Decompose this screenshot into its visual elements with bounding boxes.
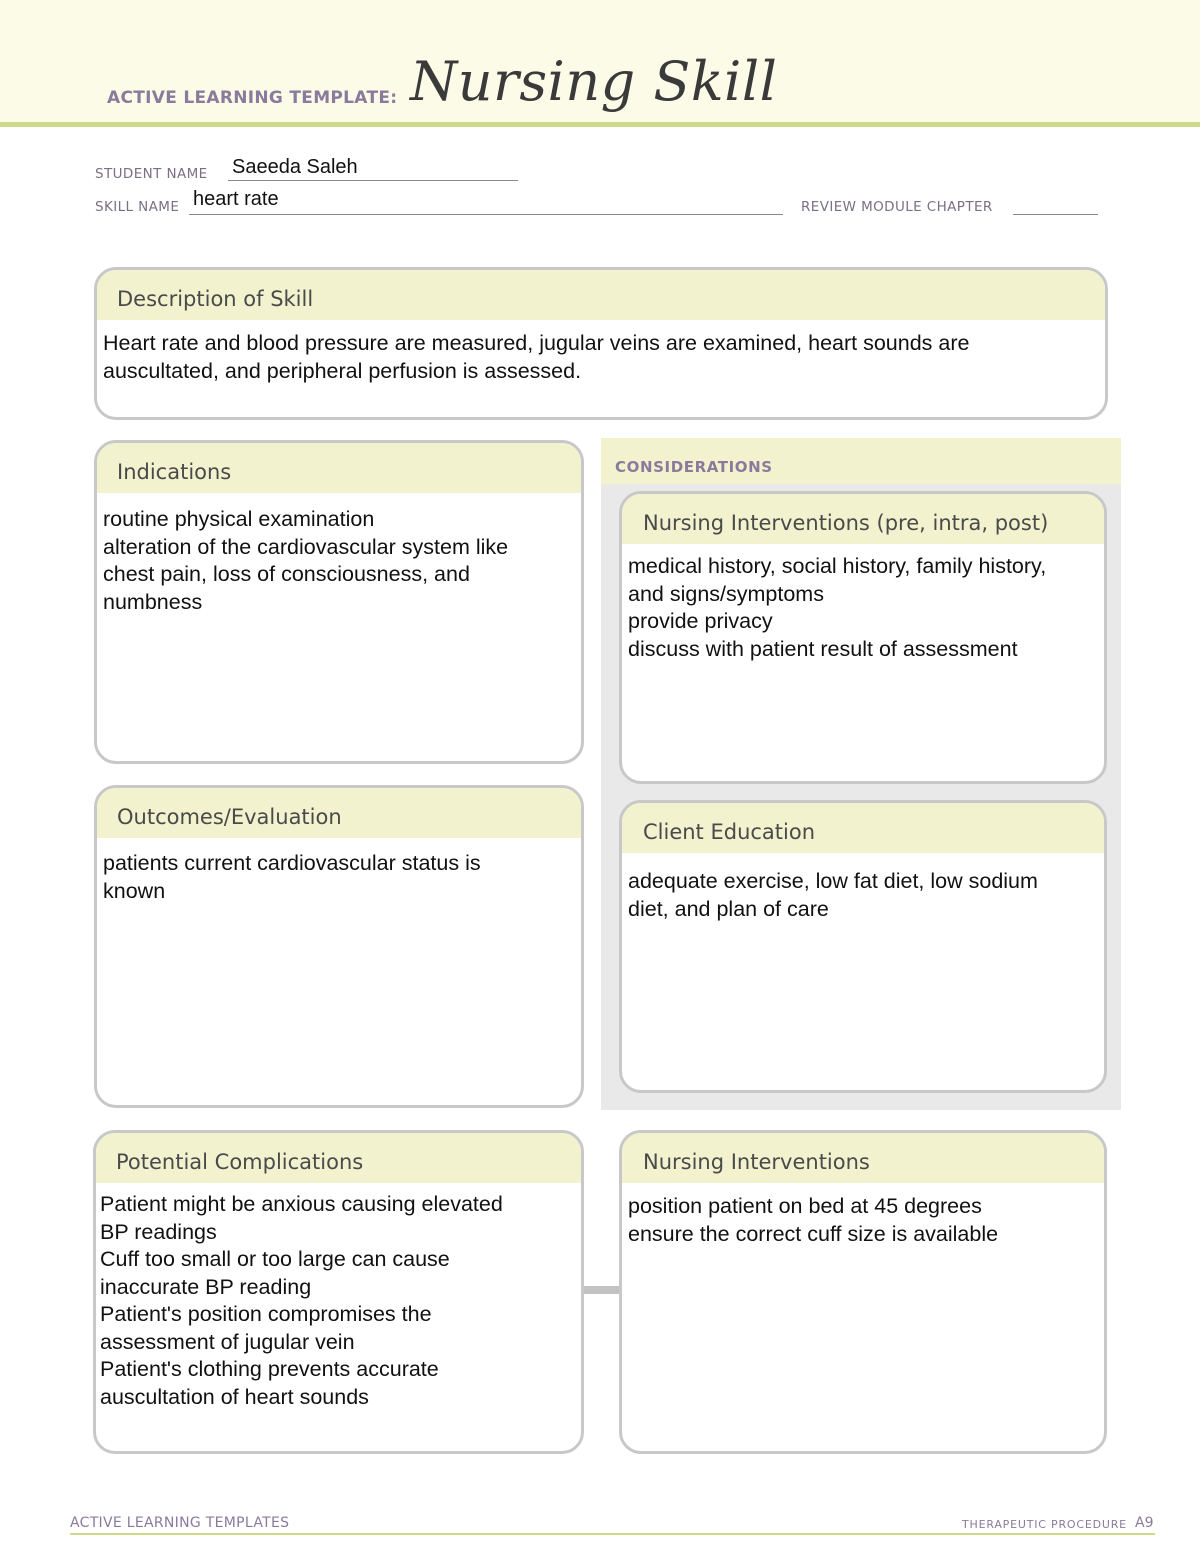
student-name-label: STUDENT NAME [95,166,208,182]
outcomes-box [94,785,584,1108]
text-line: known [103,878,166,903]
footer-right-text: THERAPEUTIC PROCEDURE [962,1518,1127,1531]
text-line: medical history, social history, family history, [628,554,1047,578]
review-module-underline [1013,214,1098,215]
text-line: diet, and plan of care [628,896,829,921]
nursing-interventions-title: Nursing Interventions [622,1133,1104,1183]
student-name-underline [228,180,518,181]
review-module-label: REVIEW MODULE CHAPTER [801,199,993,215]
skill-name-label: SKILL NAME [95,199,180,215]
client-education-text[interactable] [622,853,1104,923]
template-label: ACTIVE LEARNING TEMPLATE: [107,88,398,108]
text-line: chest pain, loss of consciousness, and [103,562,470,586]
text-line: Heart rate and blood pressure are measured, jugular veins are examined, heart sounds are [103,331,970,355]
outcomes-text[interactable] [97,838,581,905]
nursing-interventions-pip-title: Nursing Interventions (pre, intra, post) [622,494,1104,544]
text-line: Cuff too small or too large can cause [100,1247,450,1271]
text-line: and signs/symptoms [628,581,824,606]
header-rule [0,122,1200,127]
text-line: alteration of the cardiovascular system like [103,534,509,559]
footer-left-text: ACTIVE LEARNING TEMPLATES [70,1515,290,1531]
text-line: BP readings [100,1219,217,1244]
text-line: auscultation of heart sounds [100,1384,369,1409]
client-education-title: Client Education [622,803,1104,853]
description-box [94,267,1108,420]
skill-name-field[interactable]: heart rate [193,188,279,210]
text-line: patients current cardiovascular status is [103,851,481,875]
description-text[interactable] [97,320,1105,385]
description-title: Description of Skill [97,270,1105,320]
page-number: A9 [1135,1515,1154,1531]
text-line: routine physical examination [103,507,375,531]
nursing-interventions-pip-box [619,491,1107,784]
nursing-interventions-box [619,1130,1107,1454]
text-line: provide privacy [628,609,773,633]
indications-title: Indications [97,443,581,493]
text-line: numbness [103,589,203,614]
footer-rule [70,1533,1155,1535]
page-title: Nursing Skill [410,50,778,113]
text-line: position patient on bed at 45 degrees [628,1194,982,1218]
indications-box [94,440,584,764]
complications-title: Potential Complications [96,1133,581,1183]
client-education-box [619,800,1107,1093]
nursing-interventions-text[interactable] [622,1183,1104,1248]
box-connector [583,1286,621,1294]
skill-name-underline [189,214,783,215]
text-line: inaccurate BP reading [100,1274,312,1299]
complications-text[interactable] [96,1183,581,1411]
text-line: discuss with patient result of assessment [628,636,1018,661]
student-name-field[interactable]: Saeeda Saleh [232,156,358,178]
text-line: Patient's clothing prevents accurate [100,1357,439,1381]
text-line: adequate exercise, low fat diet, low sodium [628,869,1038,893]
text-line: Patient might be anxious causing elevated [100,1192,503,1216]
text-line: Patient's position compromises the [100,1302,432,1326]
nursing-interventions-pip-text[interactable] [622,544,1104,663]
text-line: auscultated, and peripheral perfusion is assessed. [103,358,582,383]
complications-box [93,1130,584,1454]
indications-text[interactable] [97,493,581,616]
considerations-label: CONSIDERATIONS [615,458,773,476]
text-line: ensure the correct cuff size is available [628,1221,999,1246]
text-line: assessment of jugular vein [100,1329,355,1354]
outcomes-title: Outcomes/Evaluation [97,788,581,838]
